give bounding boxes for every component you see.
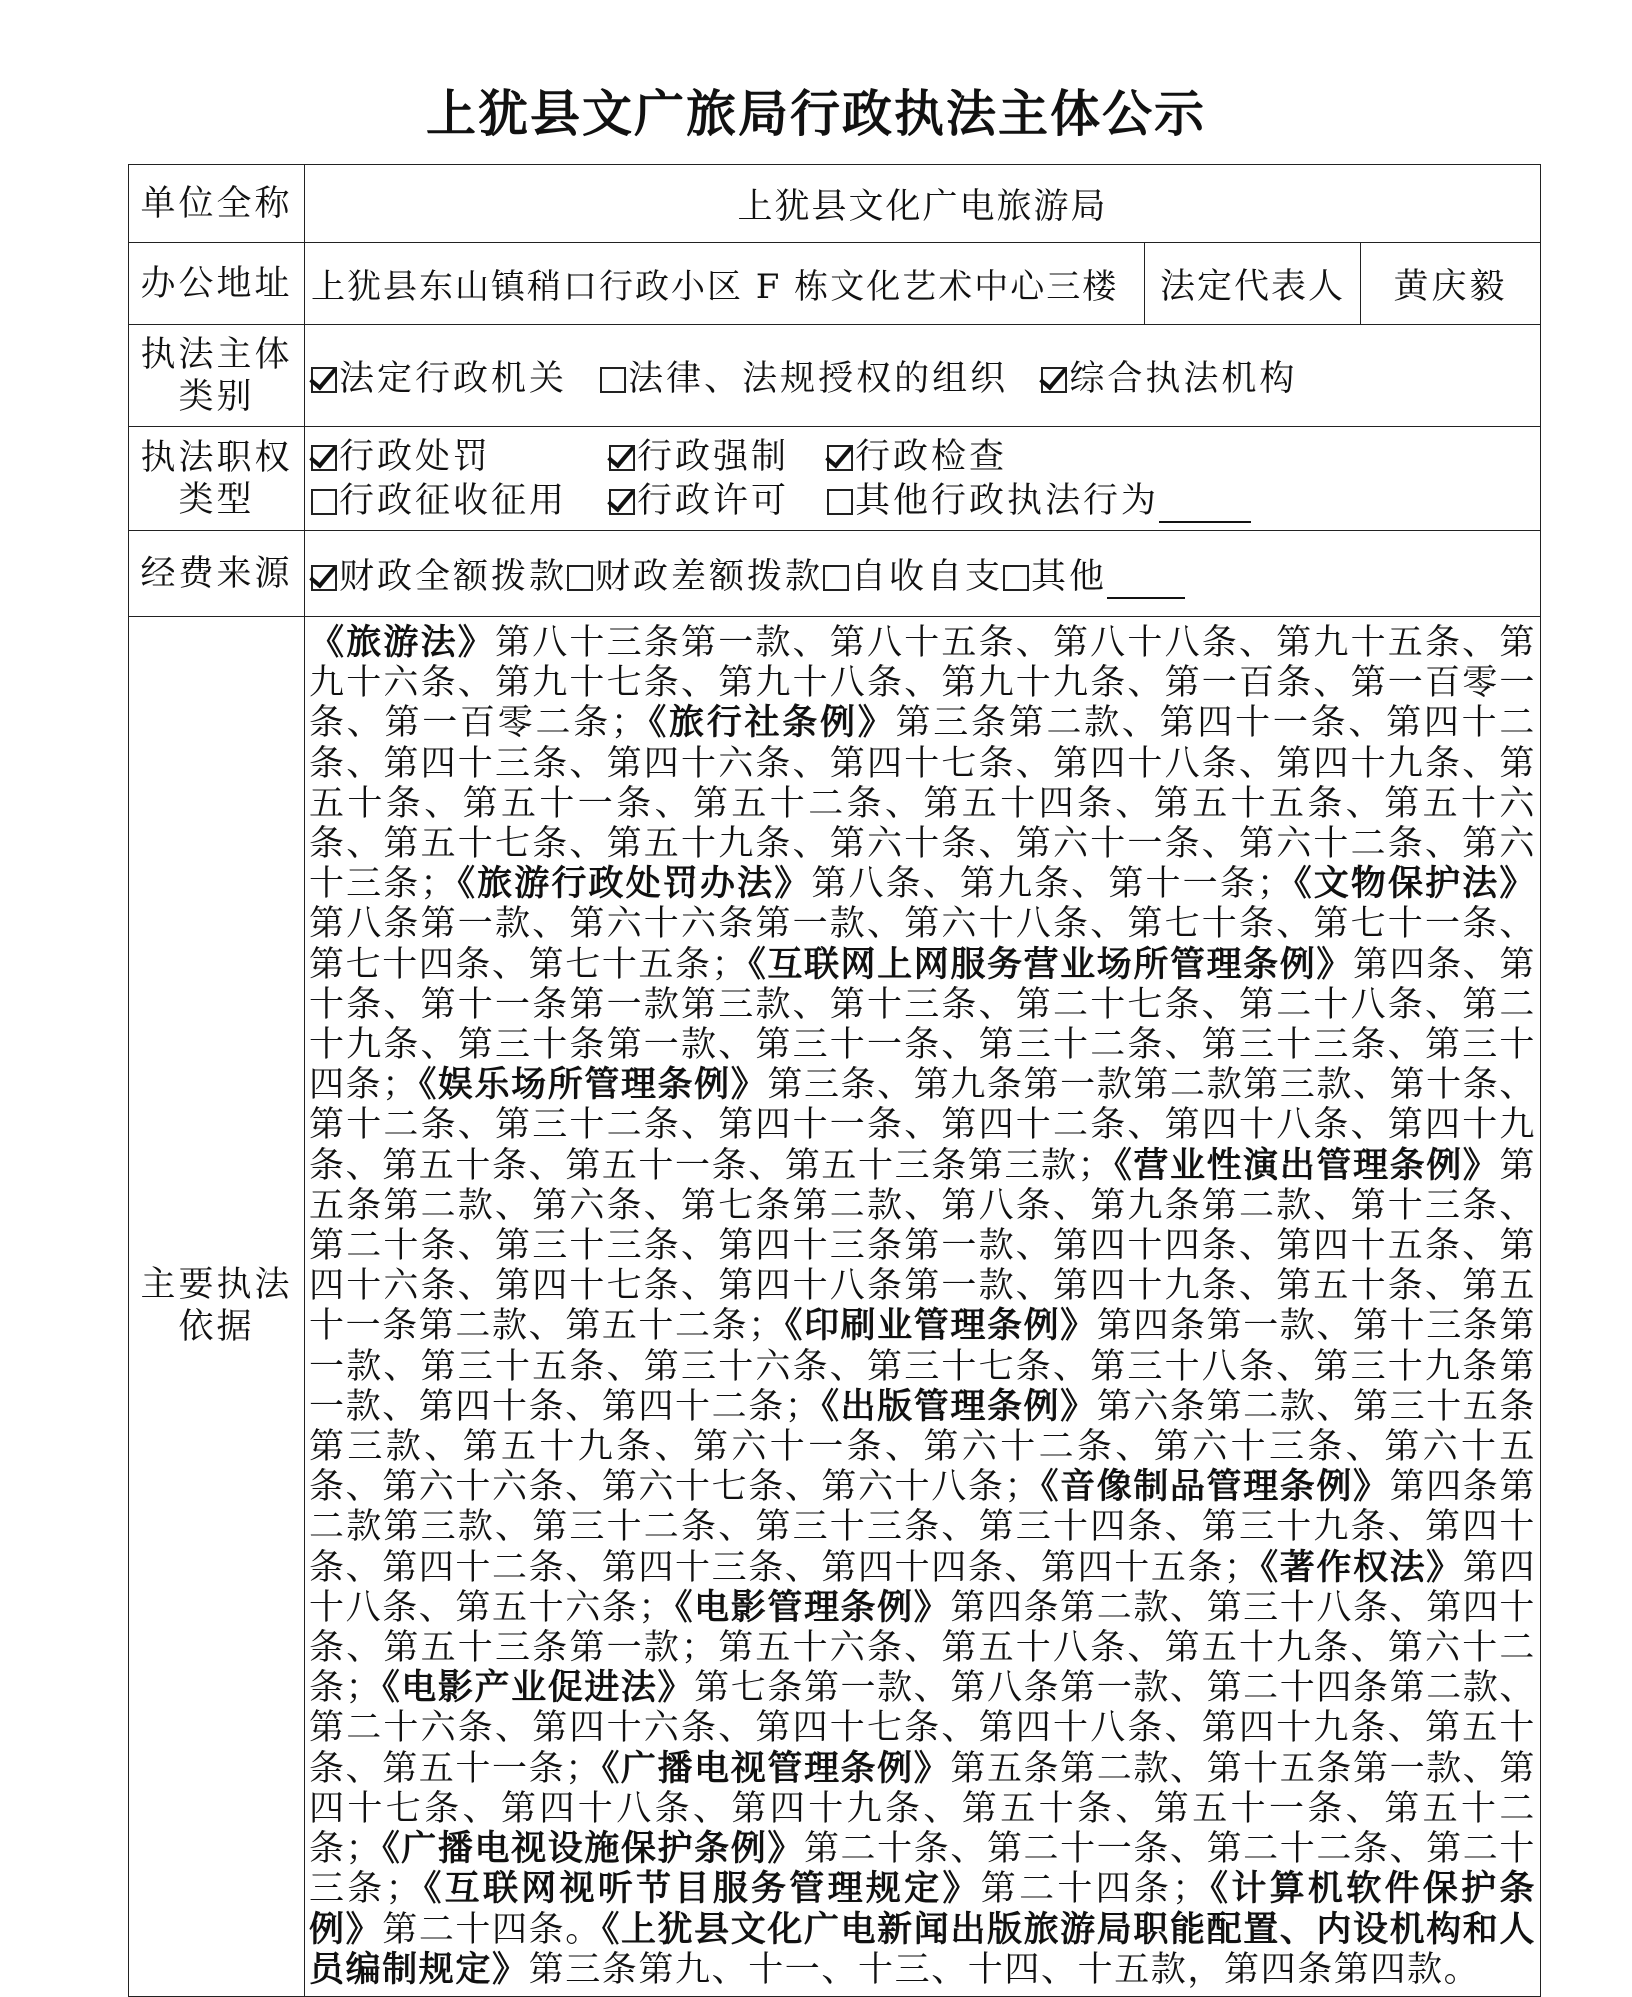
law-title: 《音像制品管理条例》 <box>1041 1466 1390 1508</box>
power-option-requisition[interactable] <box>311 479 609 523</box>
checkbox-unchecked-icon[interactable] <box>827 489 853 515</box>
subject-type-label <box>129 325 305 427</box>
subject-option-authorized-org[interactable] <box>600 351 1008 401</box>
option-label: 综合执法机构 <box>1069 358 1298 399</box>
power-type-label-line2: 类型 <box>178 479 255 520</box>
option-label: 其他 <box>1031 556 1108 597</box>
checkbox-unchecked-icon[interactable] <box>600 367 626 393</box>
law-title: 《广播电视管理条例》 <box>601 1747 951 1789</box>
law-title: 《上犹县文化广电新闻出版旅游局职能配置、内设机构和人员编制规定》 <box>309 1908 1537 1990</box>
option-label: 行政许可 <box>637 480 790 521</box>
checkbox-checked-icon[interactable] <box>827 445 853 471</box>
subject-type-options <box>305 325 1541 427</box>
article-list: 第二十四条。 <box>382 1909 602 1950</box>
page-title: 上犹县文广旅局行政执法主体公示 <box>426 84 1206 143</box>
option-label: 法定行政机关 <box>339 358 568 399</box>
option-label: 行政处罚 <box>339 436 492 477</box>
other-fill-blank[interactable] <box>1159 491 1251 523</box>
other-fill-blank[interactable] <box>1107 567 1185 599</box>
option-label: 财政全额拨款 <box>339 556 568 597</box>
article-list: 第二十条、第二十一条、第二十二条、第二十三条； <box>309 1829 1536 1910</box>
law-title: 《出版管理条例》 <box>821 1385 1097 1427</box>
article-list: 第二十四条； <box>980 1869 1209 1910</box>
option-label: 其他行政执法行为 <box>855 480 1160 521</box>
law-title: 《广播电视设施保护条例》 <box>382 1828 804 1870</box>
unit-name-value: 上犹县文化广电旅游局 <box>305 165 1541 243</box>
law-title: 《旅游行政处罚办法》 <box>457 863 812 905</box>
funding-option-full[interactable] <box>311 549 567 599</box>
article-list: 第七条第一款、第八条第一款、第二十四条第二款、第二十六条、第四十六条、第四十七条、第四十八条、第四十九条、第五十条、第五十一条； <box>309 1668 1536 1789</box>
law-title: 《电影管理条例》 <box>675 1586 951 1628</box>
option-label: 行政检查 <box>855 436 1008 477</box>
law-title: 《电影产业促进法》 <box>382 1667 695 1709</box>
power-option-inspection[interactable] <box>827 435 1007 479</box>
row-unit-name <box>129 165 1541 243</box>
row-legal-basis <box>129 617 1541 1997</box>
article-list: 第四条、第十条、第十一条第一款第三款、第十三条、第二十七条、第二十八条、第二十九条、第三十条第一款、第三十一条、第三十二条、第三十三条、第三十四条； <box>309 944 1536 1106</box>
address-label: 办公地址 <box>129 243 305 325</box>
power-option-punishment[interactable] <box>311 435 609 479</box>
checkbox-checked-icon[interactable] <box>609 445 635 471</box>
article-list: 第五条第二款、第十五条第一款、第四十七条、第四十八条、第四十九条、第五十条、第五十一条、第五十二条； <box>309 1748 1536 1870</box>
row-subject-type <box>129 325 1541 427</box>
checkbox-unchecked-icon[interactable] <box>567 565 593 591</box>
funding-option-other[interactable] <box>1003 549 1185 599</box>
subject-type-label-line1: 执法主体 <box>140 334 293 375</box>
funding-option-self[interactable] <box>823 549 1003 599</box>
checkbox-checked-icon[interactable] <box>311 565 337 591</box>
checkbox-checked-icon[interactable] <box>311 367 337 393</box>
power-type-label-line1: 执法职权 <box>140 437 293 478</box>
row-funding <box>129 531 1541 617</box>
checkbox-unchecked-icon[interactable] <box>311 489 337 515</box>
article-list: 第四十八条、第五十六条； <box>309 1547 1536 1628</box>
unit-name-label: 单位全称 <box>129 165 305 243</box>
article-list: 第四条第二款、第三十八条、第四十条、第五十三条第一款；第五十六条、第五十八条、第五十九条、第六十二条； <box>309 1587 1536 1709</box>
checkbox-unchecked-icon[interactable] <box>1003 565 1029 591</box>
subject-option-comprehensive[interactable] <box>1041 351 1297 401</box>
option-label: 行政征收征用 <box>339 480 568 521</box>
law-title: 《计算机软件保护条例》 <box>309 1868 1536 1950</box>
power-type-label <box>129 427 305 531</box>
article-list: 第三条第九、十一、十三、十四、十五款，第四条第四款。 <box>528 1949 1481 1990</box>
legal-basis-label <box>129 617 305 1997</box>
legal-basis-label-line2: 依据 <box>178 1307 255 1348</box>
funding-label: 经费来源 <box>129 531 305 617</box>
article-list: 第六条第二款、第三十五条第三款、第五十九条、第六十一条、第六十二条、第六十三条、第六十五条、第六十六条、第六十七条、第六十八条； <box>309 1386 1536 1508</box>
checkbox-unchecked-icon[interactable] <box>823 565 849 591</box>
checkbox-checked-icon[interactable] <box>1041 367 1067 393</box>
law-title: 《印刷业管理条例》 <box>784 1305 1097 1347</box>
subject-type-label-line2: 类别 <box>178 376 255 417</box>
disclosure-table <box>128 164 1541 1997</box>
funding-options <box>305 531 1541 617</box>
law-title: 《旅游法》 <box>309 622 495 663</box>
row-address <box>129 243 1541 325</box>
power-option-license[interactable] <box>609 479 827 523</box>
power-option-coercion[interactable] <box>609 435 827 479</box>
funding-option-diff[interactable] <box>567 549 823 599</box>
legal-basis-label-line1: 主要执法 <box>140 1265 293 1306</box>
article-list: 第三条、第九条第一款第二款第三款、第十条、第十二条、第三十二条、第四十一条、第四十二条、第四十八条、第四十九条、第五十条、第五十一条、第五十三条第三款； <box>309 1065 1536 1186</box>
law-title: 《著作权法》 <box>1260 1546 1463 1588</box>
article-list: 第四条第一款、第十三条第一款、第三十五条、第三十六条、第三十七条、第三十八条、第三十九条第一款、第四十条、第四十二条； <box>309 1306 1537 1427</box>
legal-rep-value: 黄庆毅 <box>1361 243 1541 325</box>
law-title: 《娱乐场所管理条例》 <box>418 1064 768 1106</box>
article-list: 第八条、第九条、第十一条； <box>811 864 1294 905</box>
option-label: 财政差额拨款 <box>595 556 824 597</box>
option-label: 行政强制 <box>637 436 790 477</box>
legal-basis-text <box>305 617 1541 1997</box>
power-option-other[interactable] <box>827 479 1251 523</box>
option-label: 法律、法规授权的组织 <box>628 358 1009 399</box>
row-power-type <box>129 427 1541 531</box>
law-title: 《互联网视听节目服务管理规定》 <box>422 1868 981 1910</box>
law-title: 《营业性演出管理条例》 <box>1114 1144 1500 1186</box>
option-label: 自收自支 <box>851 556 1004 597</box>
subject-option-admin-organ[interactable] <box>311 351 567 401</box>
article-list: 第八条第一款、第六十六条第一款、第六十八条、第七十条、第七十一条、第七十四条、第七十五条； <box>309 904 1536 985</box>
law-title: 《互联网上网服务营业场所管理条例》 <box>748 943 1353 985</box>
article-list: 第五条第二款、第六条、第七条第二款、第八条、第九条第二款、第十三条、第二十条、第三十三条、第四十三条第一款、第四十四条、第四十五条、第四十六条、第四十七条、第四十八条第一款、第四十九条、第五十条、第五十一条第二款、第五十二条； <box>309 1145 1537 1347</box>
checkbox-checked-icon[interactable] <box>311 445 337 471</box>
article-list: 第八十三条第一款、第八十五条、第八十八条、第九十五条、第九十六条、第九十七条、第九十八条、第九十九条、第一百条、第一百零一条、第一百零二条； <box>309 623 1536 744</box>
article-list: 第四条第二款第三款、第三十二条、第三十三条、第三十四条、第三十九条、第四十条、第四十二条、第四十三条、第四十四条、第四十五条； <box>309 1467 1536 1588</box>
checkbox-checked-icon[interactable] <box>609 489 635 515</box>
law-title: 《旅行社条例》 <box>647 702 896 744</box>
power-type-options <box>305 427 1541 531</box>
article-list: 第三条第二款、第四十一条、第四十二条、第四十三条、第四十六条、第四十七条、第四十八条、第四十九条、第五十条、第五十一条、第五十二条、第五十四条、第五十五条、第五十六条、第五十七条、第五十九条、第六十条、第六十一条、第六十二条、第六十三条； <box>309 703 1536 905</box>
address-value: 上犹县东山镇稍口行政小区 F 栋文化艺术中心三楼 <box>305 243 1145 325</box>
legal-rep-label: 法定代表人 <box>1145 243 1361 325</box>
law-title: 《文物保护法》 <box>1293 863 1536 905</box>
